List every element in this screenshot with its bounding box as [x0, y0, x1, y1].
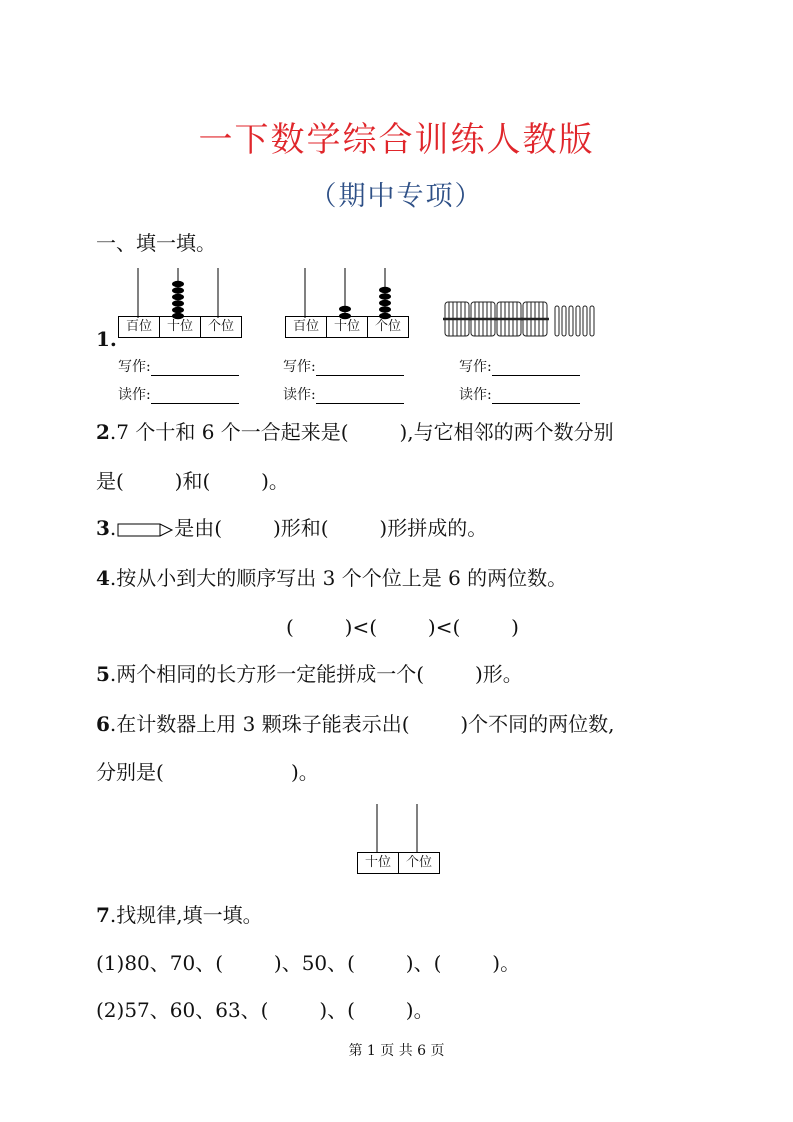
q2-line-2: 是( )和( )。	[96, 469, 289, 493]
answer-line[interactable]	[492, 361, 580, 376]
q6-line-1: 6.在计数器上用 3 颗珠子能表示出( )个不同的两位数,	[96, 712, 615, 736]
abacus-3-labels: 十位 个位	[357, 852, 440, 874]
answer-line[interactable]	[316, 389, 404, 404]
abacus-2-labels: 百位 十位 个位	[285, 316, 409, 338]
q2-line-1: 2.7 个十和 6 个一合起来是( ),与它相邻的两个数分别	[96, 420, 614, 444]
page-footer: 第 1 页 共 6 页	[348, 1043, 445, 1059]
q7: 7.找规律,填一填。	[96, 903, 263, 927]
abacus-3	[357, 800, 439, 854]
page-subtitle: （期中专项）	[309, 181, 484, 212]
q6-line-2: 分别是( )。	[96, 760, 319, 784]
bundle-3	[495, 302, 523, 336]
bundle-2	[469, 302, 497, 336]
answer-line[interactable]	[492, 389, 580, 404]
answer-line[interactable]	[316, 361, 404, 376]
q1-read-2: 读作:	[283, 384, 404, 404]
q3: 3. 是由( )形和( )形拼成的。	[96, 516, 488, 540]
q5: 5.两个相同的长方形一定能拼成一个( )形。	[96, 662, 523, 686]
page-title: 一下数学综合训练人教版	[198, 120, 595, 160]
q4: 4.按从小到大的顺序写出 3 个个位上是 6 的两位数。	[96, 566, 568, 590]
answer-line[interactable]	[151, 361, 239, 376]
q4-blanks: ( )<( )<( )	[286, 615, 519, 639]
answer-line[interactable]	[151, 389, 239, 404]
q1-number: 1.	[96, 327, 117, 351]
loose-sticks	[555, 306, 594, 336]
abacus-1-beads	[172, 281, 184, 319]
q7-part-1: (1)80、70、( )、50、( )、( )。	[96, 951, 521, 975]
bundle-1	[443, 302, 471, 336]
q1-write-3: 写作:	[459, 356, 580, 376]
q1-read-3: 读作:	[459, 384, 580, 404]
stick-bundles-illustration	[443, 298, 603, 342]
section-heading: 一、填一填。	[96, 231, 216, 255]
bundle-4	[521, 302, 549, 336]
pencil-shape-icon	[116, 522, 174, 538]
q1-write-2: 写作:	[283, 356, 404, 376]
q7-part-2: (2)57、60、63、( )、( )。	[96, 998, 434, 1022]
q1-write-1: 写作:	[118, 356, 239, 376]
q1-read-1: 读作:	[118, 384, 239, 404]
abacus-2-beads	[339, 287, 391, 319]
abacus-1-labels: 百位 十位 个位	[118, 316, 242, 338]
